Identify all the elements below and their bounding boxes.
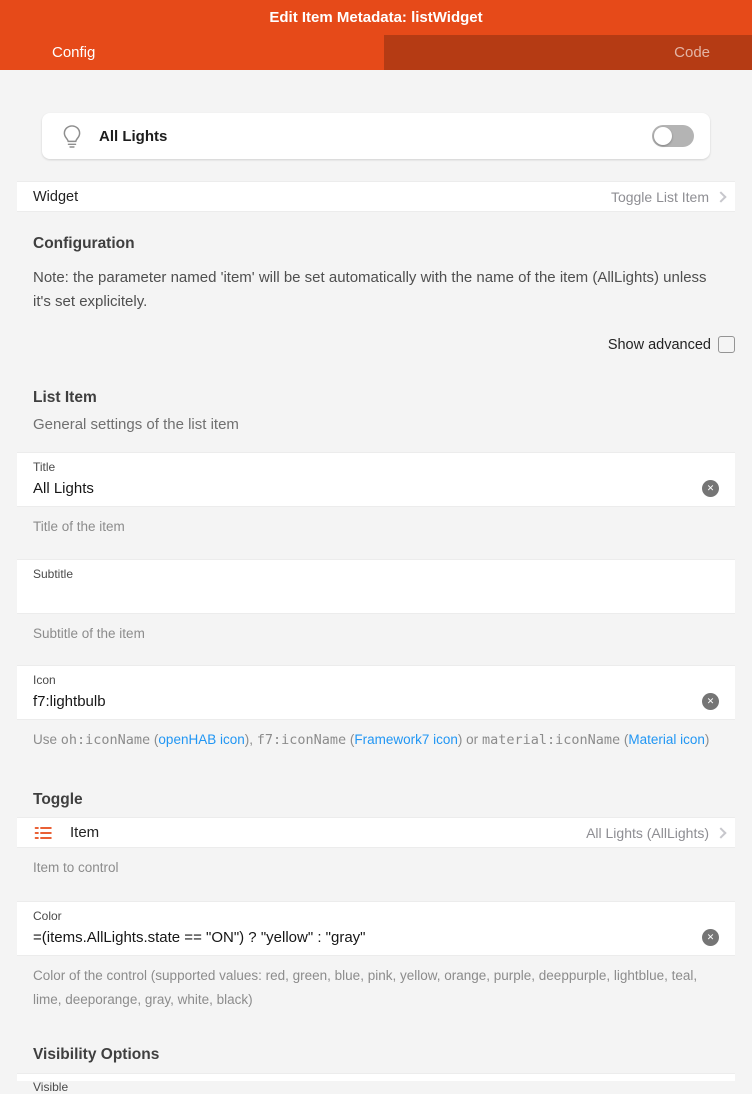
title-field-label: Title xyxy=(33,460,56,474)
item-helper: Item to control xyxy=(33,860,119,875)
item-picker-label: Item xyxy=(70,824,100,841)
subtitle-helper: Subtitle of the item xyxy=(33,626,145,641)
chevron-right-icon xyxy=(715,191,726,202)
clear-icon[interactable]: ✕ xyxy=(702,480,719,497)
preview-item-title: All Lights xyxy=(99,127,168,145)
subtitle-field-label: Subtitle xyxy=(33,567,74,581)
page-title: Edit Item Metadata: listWidget xyxy=(269,9,483,26)
tab-config[interactable]: Config xyxy=(0,35,384,70)
toggle-knob xyxy=(654,127,672,145)
icon-helper: Use oh:iconName (openHAB icon), f7:iconName (Framework7 icon) or material:iconName (Material icon) xyxy=(33,732,710,748)
page-content xyxy=(0,113,752,1094)
item-picker-row[interactable] xyxy=(17,817,735,848)
widget-row[interactable] xyxy=(17,181,735,212)
title-input[interactable]: All Lights xyxy=(33,480,94,497)
lightbulb-icon xyxy=(58,121,86,151)
tabbar xyxy=(0,35,752,70)
framework7-icons-link[interactable]: Framework7 icon xyxy=(354,732,458,747)
navbar xyxy=(0,0,752,35)
chevron-right-icon xyxy=(715,827,726,838)
visibility-heading: Visibility Options xyxy=(33,1046,160,1063)
visible-field-label: Visible xyxy=(33,1080,69,1094)
clear-icon[interactable]: ✕ xyxy=(702,929,719,946)
list-item-heading: List Item xyxy=(33,389,97,406)
configuration-heading: Configuration xyxy=(33,235,135,252)
color-field[interactable] xyxy=(17,901,735,956)
item-picker-value: All Lights (AllLights) xyxy=(586,824,709,841)
clear-icon[interactable]: ✕ xyxy=(702,693,719,710)
show-advanced-checkbox[interactable] xyxy=(718,336,735,353)
title-field[interactable] xyxy=(17,452,735,507)
icon-field[interactable] xyxy=(17,665,735,720)
tab-code[interactable]: Code xyxy=(384,35,752,70)
color-helper: Color of the control (supported values: red, green, blue, pink, yellow, orange, purple, deeppurple, lightblue, teal, lime, deeporange, gray, white, black) xyxy=(33,968,698,1007)
title-helper: Title of the item xyxy=(33,519,125,534)
color-input[interactable]: =(items.AllLights.state == "ON") ? "yellow" : "gray" xyxy=(33,929,366,946)
toggle-heading: Toggle xyxy=(33,791,83,808)
color-field-label: Color xyxy=(33,909,62,923)
icon-field-label: Icon xyxy=(33,673,56,687)
openhab-icons-link[interactable]: openHAB icon xyxy=(158,732,245,747)
subtitle-field[interactable] xyxy=(17,559,735,614)
icon-input[interactable]: f7:lightbulb xyxy=(33,693,106,710)
list-bullet-icon xyxy=(33,823,53,843)
configuration-note: Note: the parameter named 'item' will be set automatically with the name of the item (AllLights) unless it's set explicitely. xyxy=(33,269,707,310)
widget-row-value: Toggle List Item xyxy=(610,188,709,205)
visible-field-partial[interactable] xyxy=(17,1073,735,1094)
preview-toggle[interactable] xyxy=(652,125,694,147)
widget-row-label: Widget xyxy=(33,188,79,205)
material-icons-link[interactable]: Material icon xyxy=(628,732,705,747)
show-advanced-label: Show advanced xyxy=(607,336,711,353)
show-advanced-row xyxy=(17,336,735,353)
list-item-subheading: General settings of the list item xyxy=(33,416,239,433)
preview-card xyxy=(42,113,710,159)
